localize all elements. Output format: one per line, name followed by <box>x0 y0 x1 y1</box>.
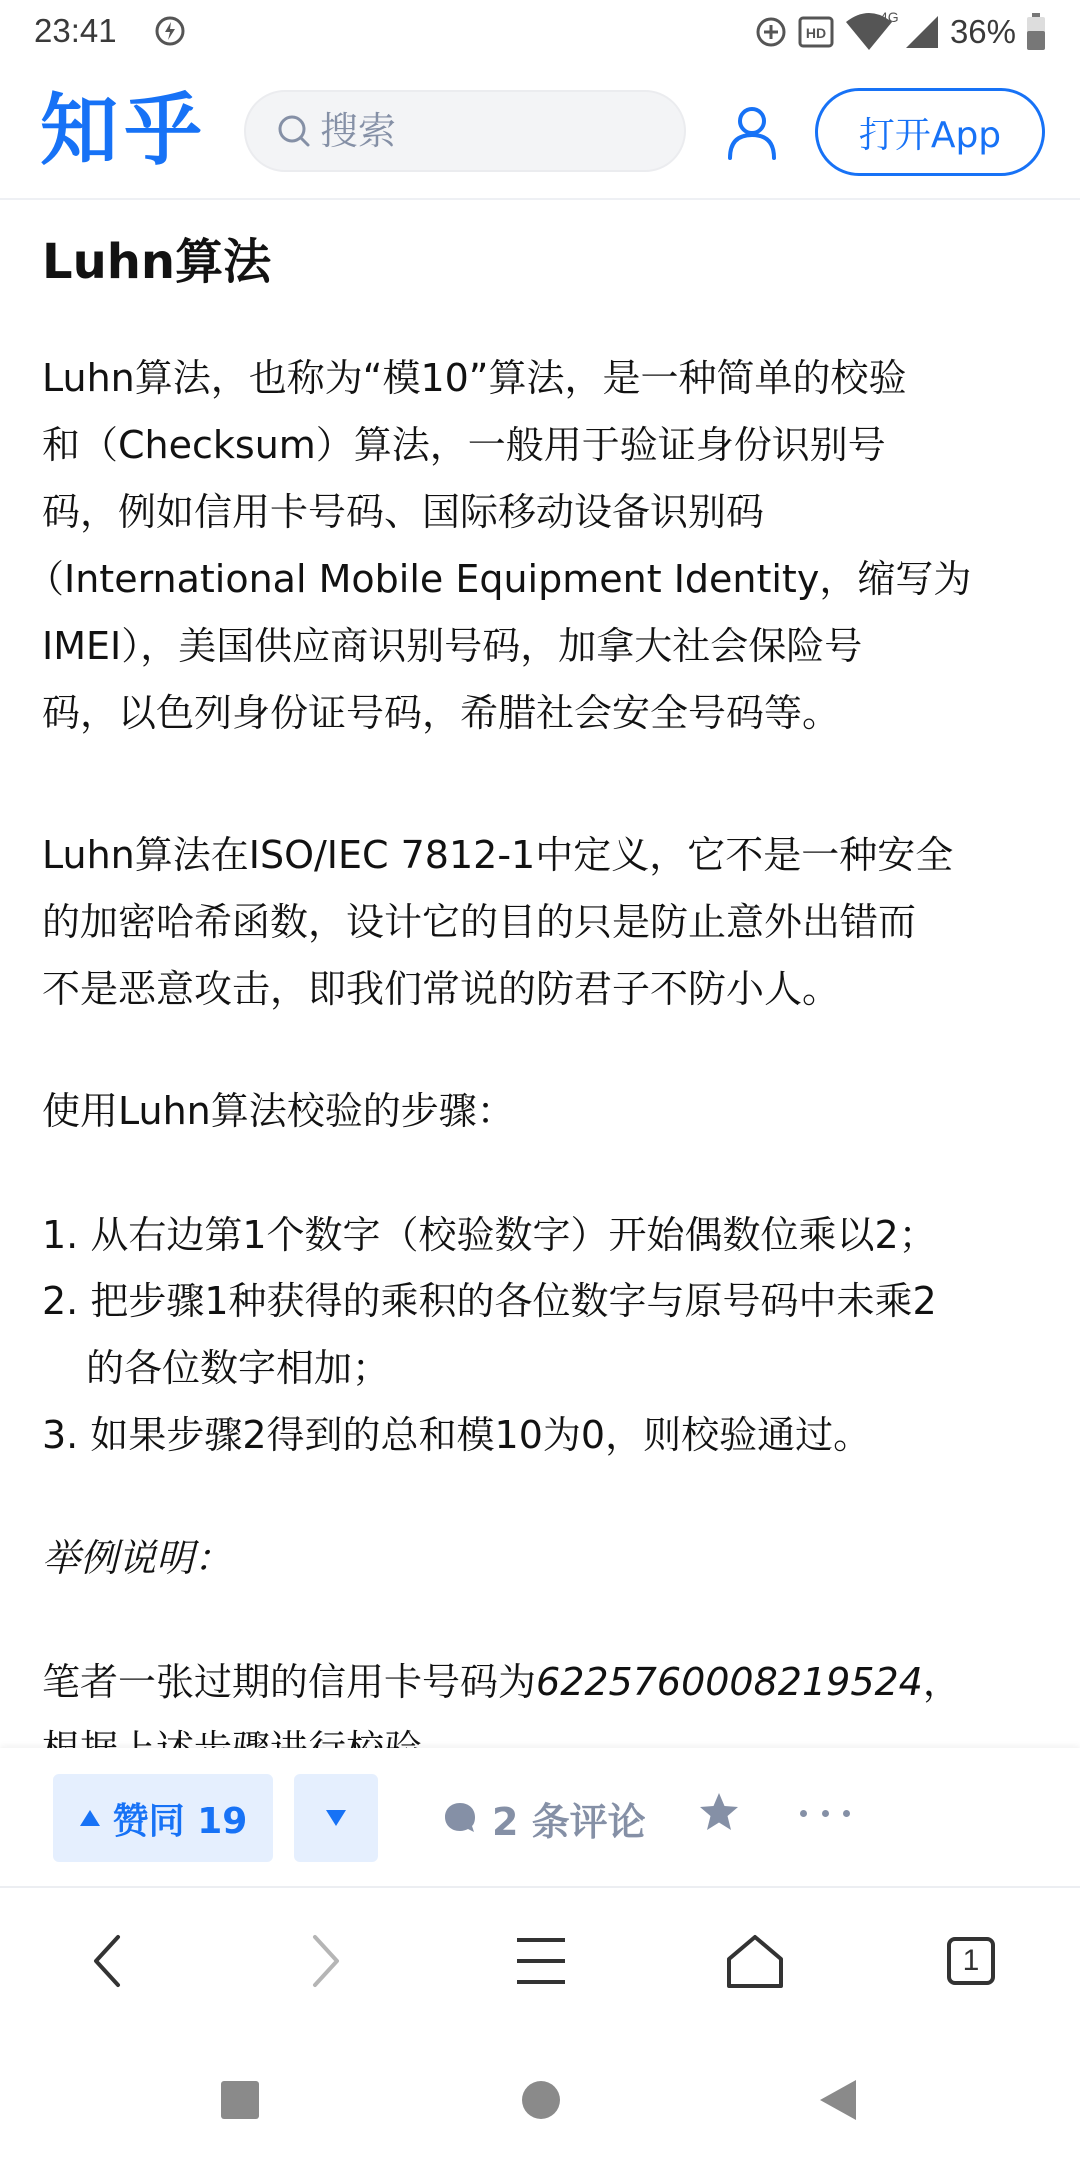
list-item <box>42 1202 937 1269</box>
comment-label: 2 条评论 <box>492 1799 646 1844</box>
example-suffix: ， <box>922 1660 961 1704</box>
list-number: 1. <box>42 1213 79 1257</box>
chevron-left-icon <box>88 1933 128 1989</box>
list-text: 如果步骤2得到的总和模10为0，则校验通过。 <box>90 1413 872 1457</box>
text-line: Luhn算法，也称为“模10”算法，是一种简单的校验 <box>42 356 907 400</box>
status-icons <box>754 10 1046 54</box>
menu-button[interactable] <box>506 1926 576 1996</box>
open-app-button[interactable]: 打开App <box>815 88 1045 176</box>
text-line: IMEI），美国供应商识别号码，加拿大社会保险号 <box>42 624 863 668</box>
paragraph-intro <box>26 345 972 747</box>
wifi-icon <box>844 9 899 52</box>
list-text: 从右边第1个数字（校验数字）开始偶数位乘以2； <box>90 1213 937 1257</box>
forward-button[interactable] <box>290 1926 360 1996</box>
triangle-up-icon <box>79 1809 101 1827</box>
list-item-continuation: 的各位数字相加； <box>86 1346 391 1390</box>
battery-icon <box>1026 13 1046 51</box>
article-body <box>26 200 1042 1748</box>
list-text: 把步骤1种获得的乘积的各位数字与原号码中未乘2 <box>90 1279 937 1323</box>
list-item <box>42 1402 871 1469</box>
data-saver-icon <box>754 15 788 49</box>
tab-count: 1 <box>962 1944 980 1977</box>
example-text: 笔者一张过期的信用卡号码为 <box>42 1660 537 1704</box>
text-line: 码，例如信用卡号码、国际移动设备识别码 <box>42 490 765 534</box>
hd-icon <box>798 15 834 49</box>
status-bar <box>0 0 1080 64</box>
system-navigation-bar <box>0 2034 1080 2160</box>
svg-text:HD: HD <box>805 25 827 41</box>
list-number: 2. <box>42 1279 79 1323</box>
dot-icon <box>800 1810 807 1817</box>
back-triangle-icon[interactable] <box>818 2078 858 2122</box>
triangle-down-icon <box>325 1809 347 1827</box>
tabs-icon <box>947 1937 995 1985</box>
vote-down-button[interactable] <box>294 1774 378 1862</box>
example-heading: 举例说明： <box>42 1536 233 1580</box>
dot-icon <box>822 1810 829 1817</box>
example-paragraph <box>42 1649 961 1716</box>
text-line: 的加密哈希函数，设计它的目的只是防止意外出错而 <box>42 900 917 944</box>
text-line: Luhn算法在ISO/IEC 7812-1中定义，它不是一种安全 <box>42 833 954 877</box>
search-input[interactable] <box>318 108 662 154</box>
list-item <box>42 1268 937 1335</box>
vote-up-button[interactable] <box>53 1774 273 1862</box>
text-line: 不是恶意攻击，即我们常说的防君子不防小人。 <box>42 967 841 1011</box>
comment-button[interactable] <box>442 1774 646 1862</box>
recents-square-icon[interactable] <box>221 2081 259 2119</box>
browser-toolbar <box>0 1888 1080 2034</box>
site-header <box>0 64 1080 200</box>
zhihu-logo[interactable]: 知乎 <box>40 86 209 176</box>
back-button[interactable] <box>73 1926 143 1996</box>
steps-intro: 使用Luhn算法校验的步骤： <box>42 1089 515 1133</box>
user-icon[interactable] <box>726 104 778 160</box>
signal-icon <box>904 14 940 50</box>
paragraph-definition <box>42 822 953 1023</box>
dot-icon <box>843 1810 850 1817</box>
chevron-right-icon <box>305 1933 345 1989</box>
flash-icon <box>154 15 186 47</box>
home-button[interactable] <box>720 1926 790 1996</box>
article-title: Luhn算法 <box>42 234 272 290</box>
home-icon <box>725 1933 785 1989</box>
text-line: 码，以色列身份证号码，希腊社会安全号码等。 <box>42 691 841 735</box>
text-line: （International Mobile Equipment Identity，缩写为 <box>26 557 972 601</box>
star-icon[interactable] <box>696 1790 742 1836</box>
text-line: 和（Checksum）算法，一般用于验证身份识别号 <box>42 423 886 467</box>
more-options-button[interactable] <box>800 1790 850 1836</box>
comment-bubble-icon <box>442 1800 478 1836</box>
home-circle-icon[interactable] <box>522 2081 560 2119</box>
svg-text:4G: 4G <box>879 9 899 25</box>
status-time: 23:41 <box>34 12 117 49</box>
search-box[interactable] <box>244 90 686 172</box>
answer-action-bar <box>0 1748 1080 1888</box>
hamburger-menu-icon <box>515 1936 567 1986</box>
battery-percent: 36% <box>949 13 1016 50</box>
list-number: 3. <box>42 1413 79 1457</box>
tabs-button[interactable] <box>936 1926 1006 1996</box>
search-icon <box>274 111 314 151</box>
example-card-number: 6225760008219524 <box>536 1660 923 1704</box>
vote-up-label: 赞同 19 <box>112 1800 248 1842</box>
